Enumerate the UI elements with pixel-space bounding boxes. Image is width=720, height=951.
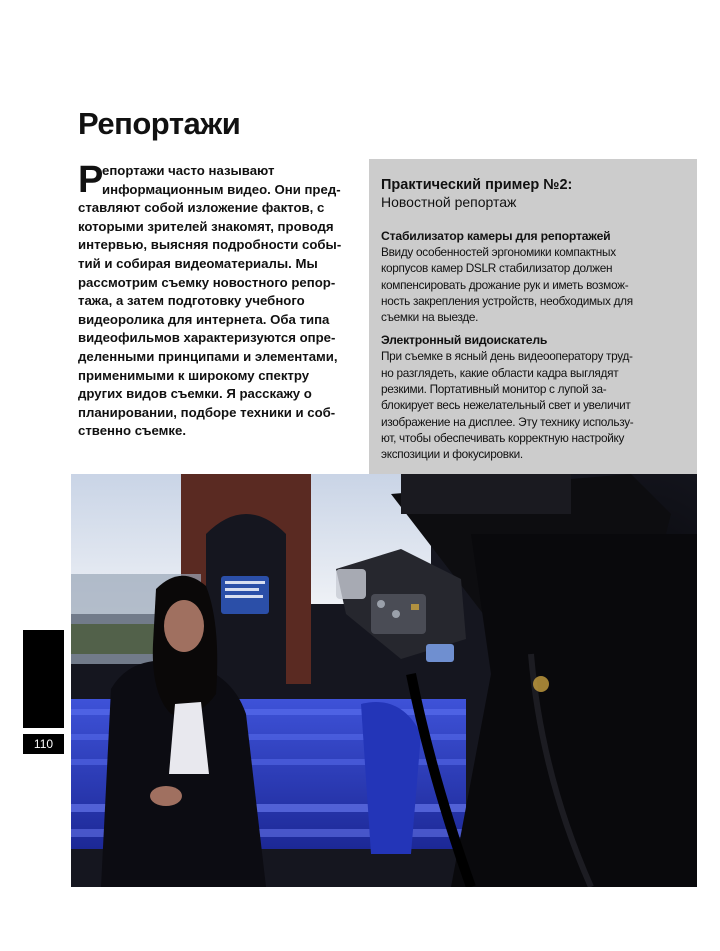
intro-line: тажа, а затем подготовку учебного	[78, 293, 305, 309]
section-line: Ввиду особенностей эргономики компактных	[381, 245, 616, 259]
sidebar-example-box	[369, 159, 697, 474]
intro-line: епортажи часто называют	[102, 163, 275, 178]
section-line: корпусов камер DSLR стабилизатор должен	[381, 261, 613, 276]
section-line: изображение на дисплее. Эту технику использу-	[381, 414, 634, 429]
intro-line: рассмотрим съемку новостного репор-	[78, 274, 336, 290]
intro-line: планировании, подборе техники и соб-	[78, 404, 336, 420]
section-title-viewfinder: Электронный видоискатель	[381, 333, 548, 348]
intro-paragraph	[78, 159, 354, 441]
section-text-viewfinder	[381, 348, 687, 462]
news-report-photo	[71, 474, 697, 887]
drop-cap: Р	[78, 159, 104, 201]
intro-line: видеоролика для интернета. Оба типа	[78, 311, 330, 327]
section-line: При съемке в ясный день видеооператору труд-	[381, 349, 633, 364]
section-line: съемки на выезде.	[381, 310, 479, 325]
intro-line: деленными принципами и элементами,	[78, 348, 338, 364]
section-line: но разглядеть, какие области кадра выглядят	[381, 365, 619, 380]
page-number: 110	[23, 734, 64, 754]
intro-line: применимыми к широкому спектру	[78, 367, 310, 383]
section-line: ют, чтобы обеспечивать корректную настройку	[381, 430, 625, 445]
sidebar-heading: Практический пример №2:	[381, 177, 573, 193]
section-line: блокирует весь нежелательный свет и увеличит	[381, 398, 631, 413]
page-title: Репортажи	[78, 106, 241, 141]
section-line: ность закрепления устройств, необходимых для	[381, 293, 633, 308]
section-line: компенсировать дрожание рук и иметь возмож-	[381, 277, 629, 292]
chapter-tab	[23, 630, 64, 728]
intro-line: информационным видео. Они пред-	[102, 181, 341, 197]
section-text-stabilizer	[381, 244, 687, 325]
intro-line: которыми зрителей знакомят, проводя	[78, 218, 334, 234]
intro-line: видеофильмов характеризуются опре-	[78, 330, 336, 346]
intro-line: ственно съемке.	[78, 423, 186, 439]
intro-line: интервью, выясняя подробности собы-	[78, 237, 342, 253]
intro-line: тий и собирая видеоматериалы. Мы	[78, 255, 318, 271]
intro-line: ставляют собой изложение фактов, с	[78, 200, 325, 216]
intro-line: других видов съемки. Я расскажу о	[78, 386, 312, 402]
section-line: резкими. Портативный монитор с лупой за-	[381, 382, 607, 397]
section-title-stabilizer: Стабилизатор камеры для репортажей	[381, 229, 611, 243]
sidebar-subheading: Новостной репортаж	[381, 194, 517, 210]
section-line: экспозиции и фокусировки.	[381, 447, 523, 462]
